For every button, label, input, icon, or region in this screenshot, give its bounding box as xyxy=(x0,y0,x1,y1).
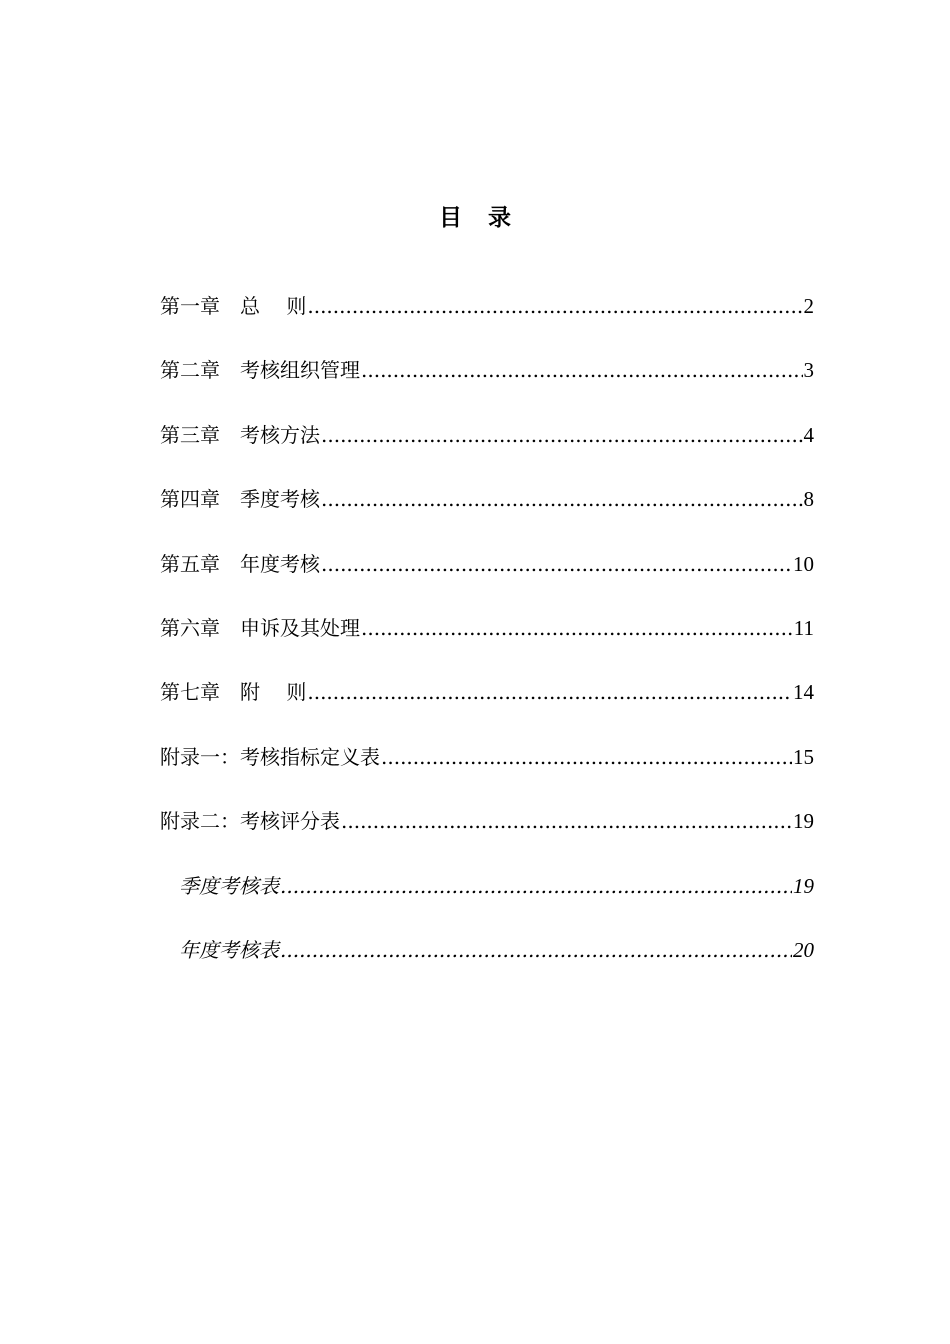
toc-chapter-number: 第七章 xyxy=(160,680,220,705)
toc-entry-label xyxy=(160,670,306,714)
toc-entry-label xyxy=(160,477,320,521)
toc-dot-leader xyxy=(321,413,803,457)
toc-entry[interactable] xyxy=(160,413,814,477)
toc-chapter-heading: 附 则 xyxy=(240,680,307,705)
toc-chapter-number: 第二章 xyxy=(160,358,220,383)
toc-entry-label xyxy=(160,542,320,586)
toc-dot-leader xyxy=(321,542,792,586)
toc-page-number: 14 xyxy=(793,680,814,705)
toc-entry-label xyxy=(160,284,306,328)
toc-page-number: 2 xyxy=(803,294,814,318)
toc-dot-leader xyxy=(361,606,793,650)
toc-page-number: 15 xyxy=(793,744,814,769)
toc-chapter-heading: 考核方法 xyxy=(240,422,320,447)
toc-title-char-1: 目 xyxy=(439,205,462,231)
toc-entry[interactable] xyxy=(160,606,814,670)
toc-title-char-2: 录 xyxy=(488,205,511,231)
toc-chapter-number: 第六章 xyxy=(160,615,220,640)
toc-entry-label: 附录一：考核指标定义表 xyxy=(160,744,380,769)
toc-entry[interactable] xyxy=(160,477,814,541)
toc-page-number: 3 xyxy=(803,358,814,383)
toc-entry[interactable] xyxy=(160,542,814,606)
toc-dot-leader xyxy=(321,477,803,521)
toc-entry[interactable] xyxy=(160,799,814,863)
toc-entry[interactable] xyxy=(160,348,814,412)
toc-title xyxy=(0,200,950,236)
toc-dot-leader xyxy=(381,735,792,779)
toc-chapter-number: 第一章 xyxy=(160,294,220,318)
toc-page-number: 8 xyxy=(803,487,814,512)
toc-dot-leader xyxy=(280,864,792,908)
toc-list xyxy=(160,284,814,992)
toc-page-number: 19 xyxy=(793,873,814,898)
toc-page-number: 20 xyxy=(793,937,814,962)
toc-dot-leader xyxy=(307,670,792,714)
toc-dot-leader xyxy=(341,799,792,843)
toc-entry-label xyxy=(160,348,360,392)
toc-chapter-heading: 考核组织管理 xyxy=(240,358,360,383)
toc-chapter-heading: 申诉及其处理 xyxy=(240,615,360,640)
toc-chapter-number: 第三章 xyxy=(160,422,220,447)
toc-subentry[interactable] xyxy=(160,864,814,928)
toc-entry-label xyxy=(160,606,360,650)
toc-chapter-heading: 年度考核 xyxy=(240,551,320,576)
toc-entry-label xyxy=(160,413,320,457)
toc-chapter-heading: 总 则 xyxy=(240,294,307,318)
toc-entry-label: 年度考核表 xyxy=(179,937,279,962)
toc-entry[interactable] xyxy=(160,735,814,799)
toc-dot-leader xyxy=(280,928,792,972)
toc-subentry[interactable] xyxy=(160,928,814,992)
toc-page-number: 10 xyxy=(793,551,814,576)
toc-dot-leader xyxy=(307,284,802,328)
toc-chapter-number: 第五章 xyxy=(160,551,220,576)
toc-page-number: 4 xyxy=(803,422,814,447)
toc-entry[interactable] xyxy=(160,284,814,348)
toc-page-number: 19 xyxy=(793,809,814,834)
toc-entry[interactable] xyxy=(160,670,814,734)
toc-entry-label: 季度考核表 xyxy=(179,873,279,898)
toc-entry-label: 附录二：考核评分表 xyxy=(160,809,340,834)
toc-chapter-heading: 季度考核 xyxy=(240,487,320,512)
toc-chapter-number: 第四章 xyxy=(160,487,220,512)
toc-page-number: 11 xyxy=(793,615,814,640)
toc-dot-leader xyxy=(361,348,803,392)
